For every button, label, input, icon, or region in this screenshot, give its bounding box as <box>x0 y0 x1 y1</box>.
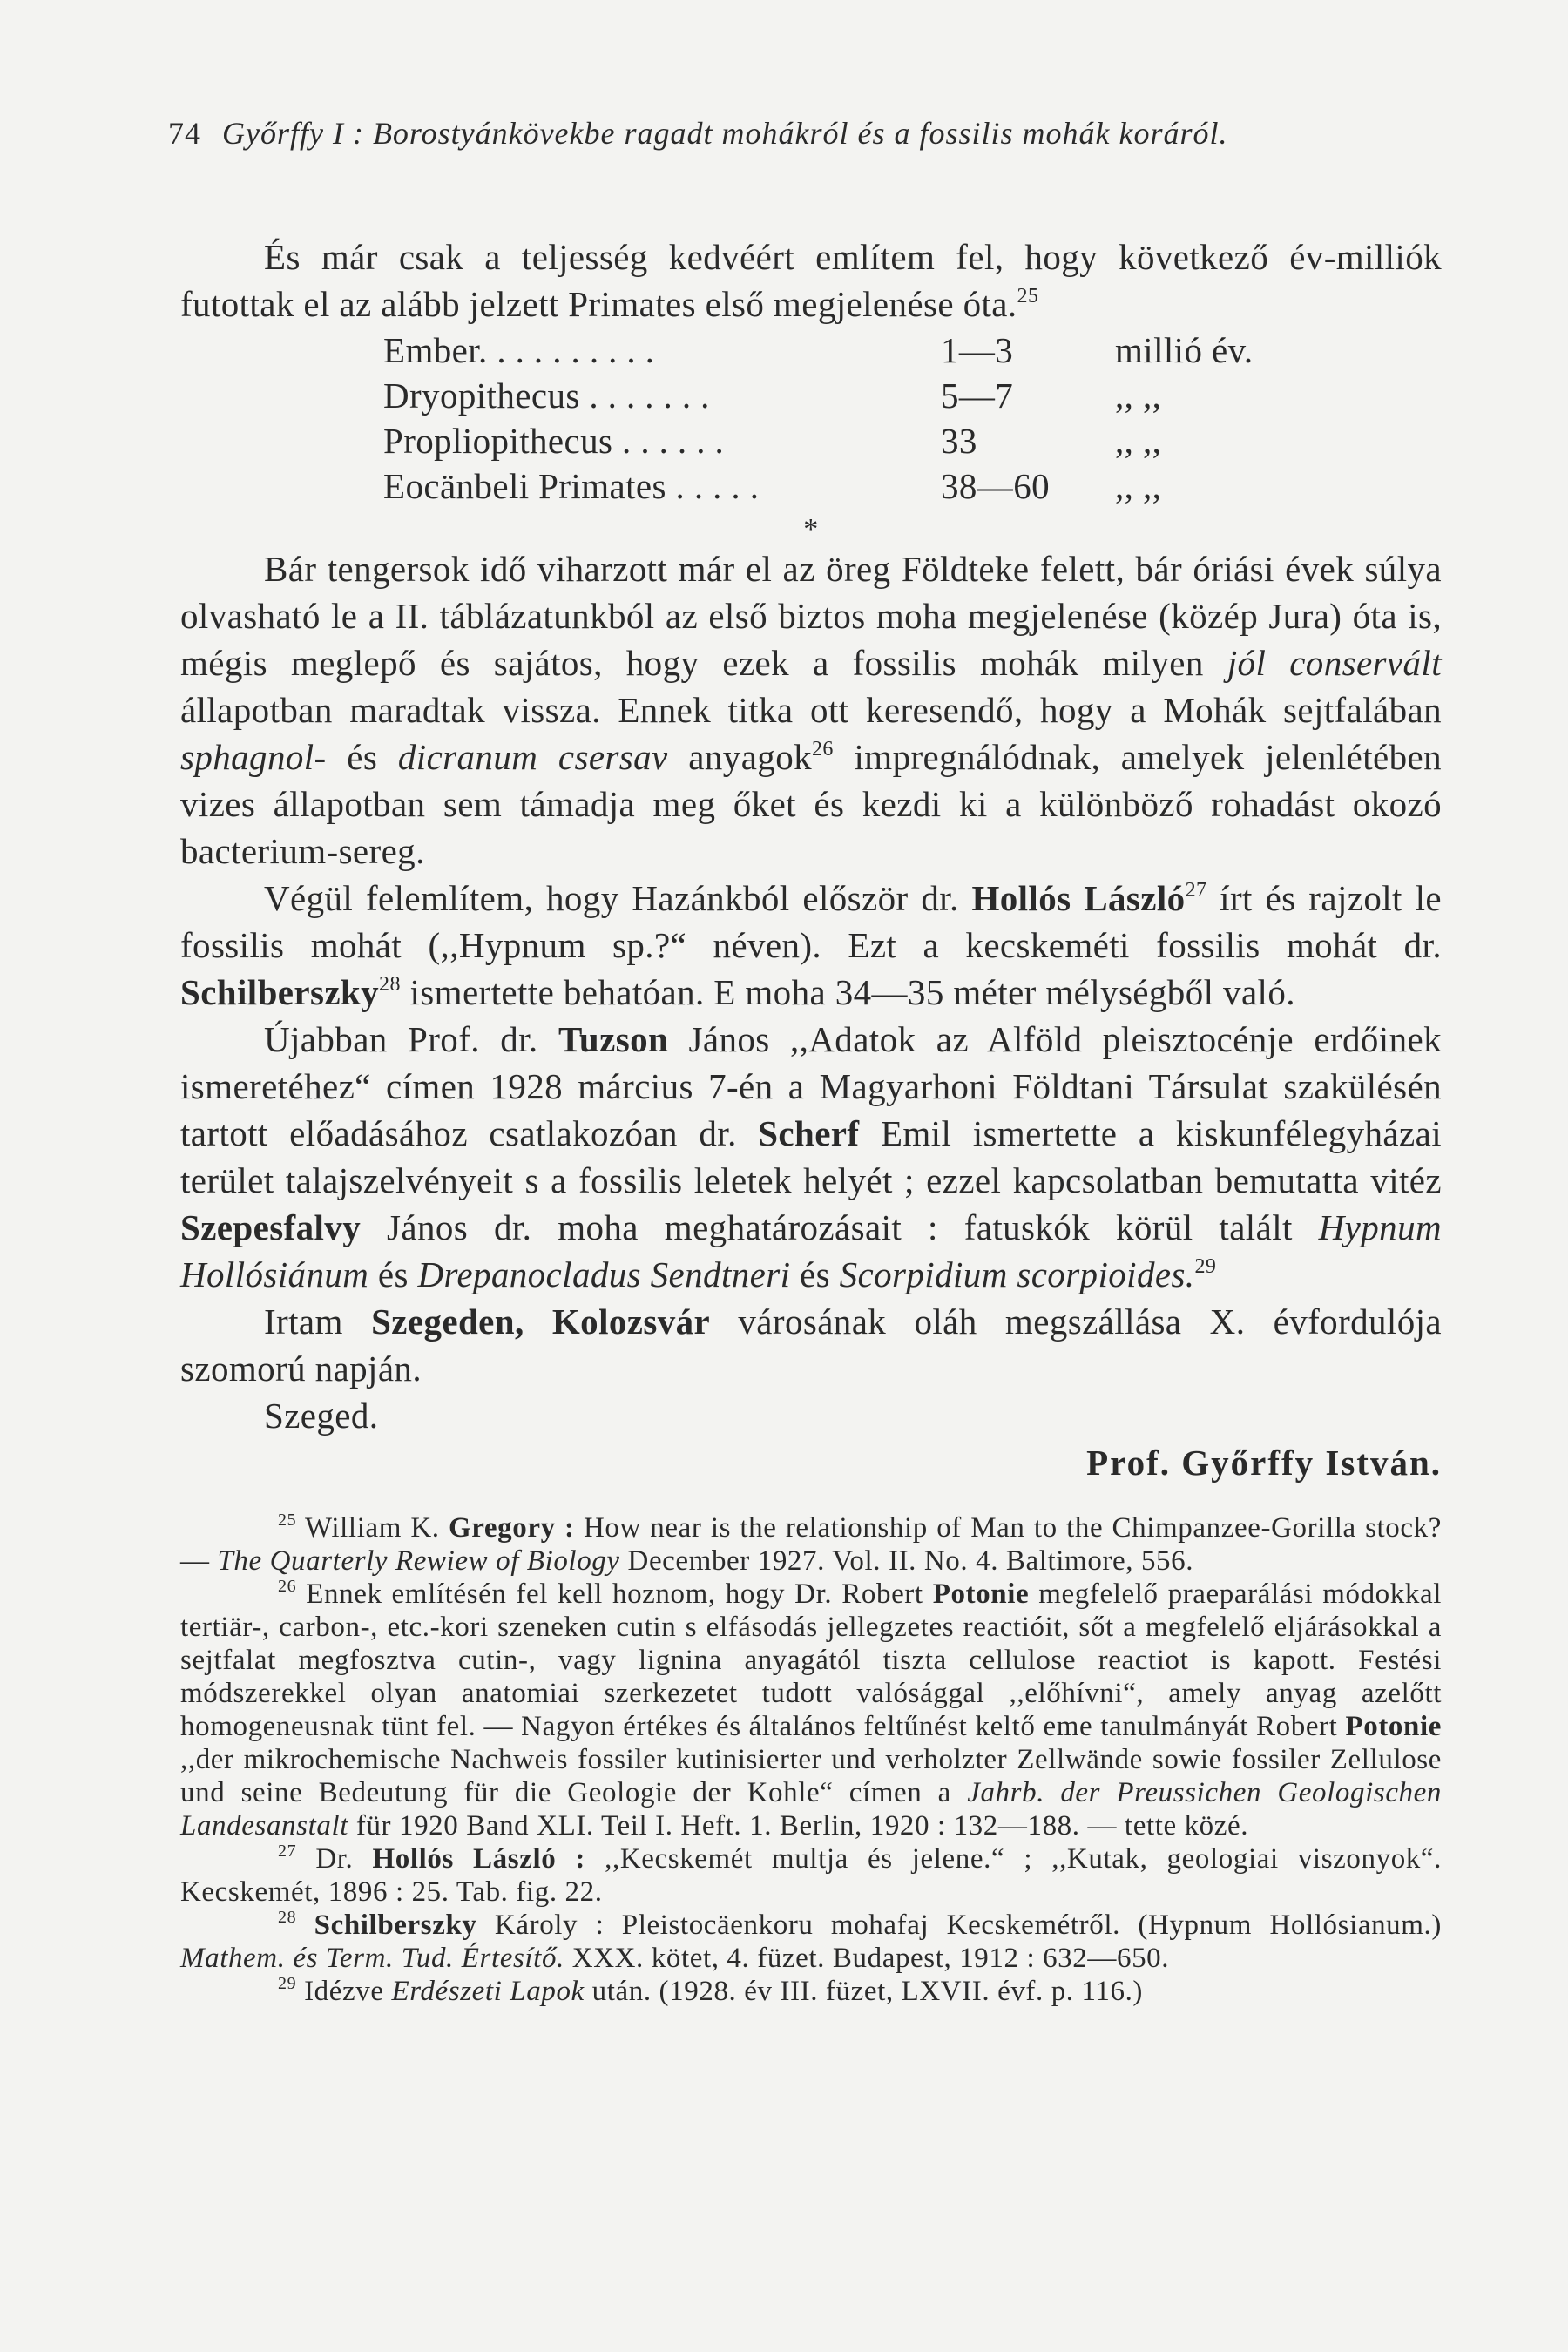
table-row: Dryopithecus . . . . . . . 5—7 ,, ,, <box>383 375 1162 416</box>
paragraph-2: Végül felemlítem, hogy Hazánkból először dr. Hollós László$^{27}$ írt és rajzolt le fossilis mohát (,,Hypnum sp.?“ néven). Ezt a kecskeméti fossilis mohát dr. Schilberszky$^{28}$ ismertette behatóan. E moha 34—35 méter mélységből való. <box>180 878 1442 1012</box>
main-text <box>180 233 1442 1486</box>
footnote-29: $^{29}$ Idézve Erdészeti Lapok után. (1928. év III. füzet, LXVII. évf. p. 116.) <box>278 1974 1144 2007</box>
place-line: Szeged. <box>264 1396 379 1436</box>
table-row: Ember. . . . . . . . . . 1—3 millió év. <box>383 330 1254 370</box>
running-header <box>168 115 1431 152</box>
paragraph-1: Bár tengersok idő viharzott már el az öreg Földteke felett, bár óriási évek súlya olvasható le a II. táblázatunkból az első biztos moha megjelenése (közép Jura) óta is, mégis meglepő és sajátos, hogy ezek a fossilis mohák milyen jól conservált állapotban maradtak vissza. Ennek titka ott keresendő, hogy a Mohák sejtfalában sphagnol- és dicranum csersav anyagok$^{26}$ impregnálódnak, amelyek jelenlétében vizes állapotban sem támadja meg őket és kezdi ki a különböző rohadást okozó bacterium-sereg. <box>180 549 1442 871</box>
author-signature: Prof. Győrffy István. <box>1086 1443 1442 1483</box>
footnote-ref-26: 26 <box>812 738 834 760</box>
footnote-ref-28: 28 <box>379 973 401 996</box>
footnotes <box>180 1511 1442 2008</box>
table-row: Eocänbeli Primates . . . . . 38—60 ,, ,, <box>383 466 1162 506</box>
footnote-25: $^{25}$ William K. Gregory : How near is the relationship of Man to the Chimpanzee-Gorilla stock? — The Quarterly Rewiew of Biology December 1927. Vol. II. No. 4. Baltimore, 556. <box>180 1511 1442 1577</box>
primates-age-table <box>383 328 1254 509</box>
paragraph-3: Újabban Prof. dr. Tuzson János ,,Adatok az Alföld pleisztocénje erdőinek ismeretéhez“ címen 1928 március 7-én a Magyarhoni Földtani Társulat szakülésén tartott előadásához csatlakozóan dr. Scherf Emil ismertette a kiskunfélegyházai terület talajszelvényeit s a fossilis leletek helyét ; ezzel kapcsolatban bemutatta vitéz Szepesfalvy János dr. moha meghatározásait : fatuskók körül talált Hypnum Hollósiánum és Drepanocladus Sendtneri és Scorpidium scorpioides.$^{29}$ <box>180 1019 1442 1294</box>
running-title: Győrffy I : Borostyánkövekbe ragadt mohákról és a fossilis mohák koráról. <box>222 116 1228 151</box>
page-number: 74 <box>168 116 201 151</box>
paragraph-4: Irtam Szegeden, Kolozsvár városának oláh megszállása X. évfordulója szomorú napján. <box>180 1301 1442 1389</box>
intro-paragraph: És már csak a teljesség kedvéért említem fel, hogy következő év-milliók futottak el az alább jelzett Primates első megjelenése óta.$^{25}$ <box>180 237 1442 324</box>
table-row: Propliopithecus . . . . . . 33 ,, ,, <box>383 421 1162 461</box>
footnote-27: $^{27}$ Dr. Hollós László : ,,Kecskemét multja és jelene.“ ; ,,Kutak, geologiai viszonyok“. Kecskemét, 1896 : 25. Tab. fig. 22. <box>180 1842 1442 1908</box>
footnote-ref-29: 29 <box>1194 1255 1217 1278</box>
footnote-ref-25: 25 <box>1017 285 1039 308</box>
footnote-28: $^{28}$ Schilberszky Károly : Pleistocäenkoru mohafaj Kecskemétről. (Hypnum Hollósianum.) Mathem. és Term. Tud. Értesítő. XXX. kötet, 4. füzet. Budapest, 1912 : 632—650. <box>180 1908 1442 1974</box>
footnote-ref-27: 27 <box>1185 879 1207 902</box>
section-separator: * <box>803 513 819 545</box>
footnote-26: $^{26}$ Ennek említésén fel kell hoznom, hogy Dr. Robert Potonie megfelelő praeparálási módokkal tertiär-, carbon-, etc.-kori szeneken cutin s elfásodás jellegzetes reactióit, sőt a megfelelő eljárásokkal a sejtfalat megfosztva cutin-, vagy lignina anyagától tiszta cellulose reactiot is kapott. Festési módszerekkel olyan anatomiai szerkezetet tudott valósággal ,,előhívni“, amely anyag azelőtt homogeneusnak tünt fel. — Nagyon értékes és általános feltűnést keltő eme tanulmányát Robert Potonie ,,der mikrochemische Nachweis fossiler kutinisierter und verholzter Zellwände sowie fossiler Zellulose und seine Bedeutung für die Geologie der Kohle“ címen a Jahrb. der Preussichen Geologischen Landesanstalt für 1920 Band XLI. Teil I. Heft. 1. Berlin, 1920 : 132—188. — tette közé. <box>180 1577 1443 1842</box>
